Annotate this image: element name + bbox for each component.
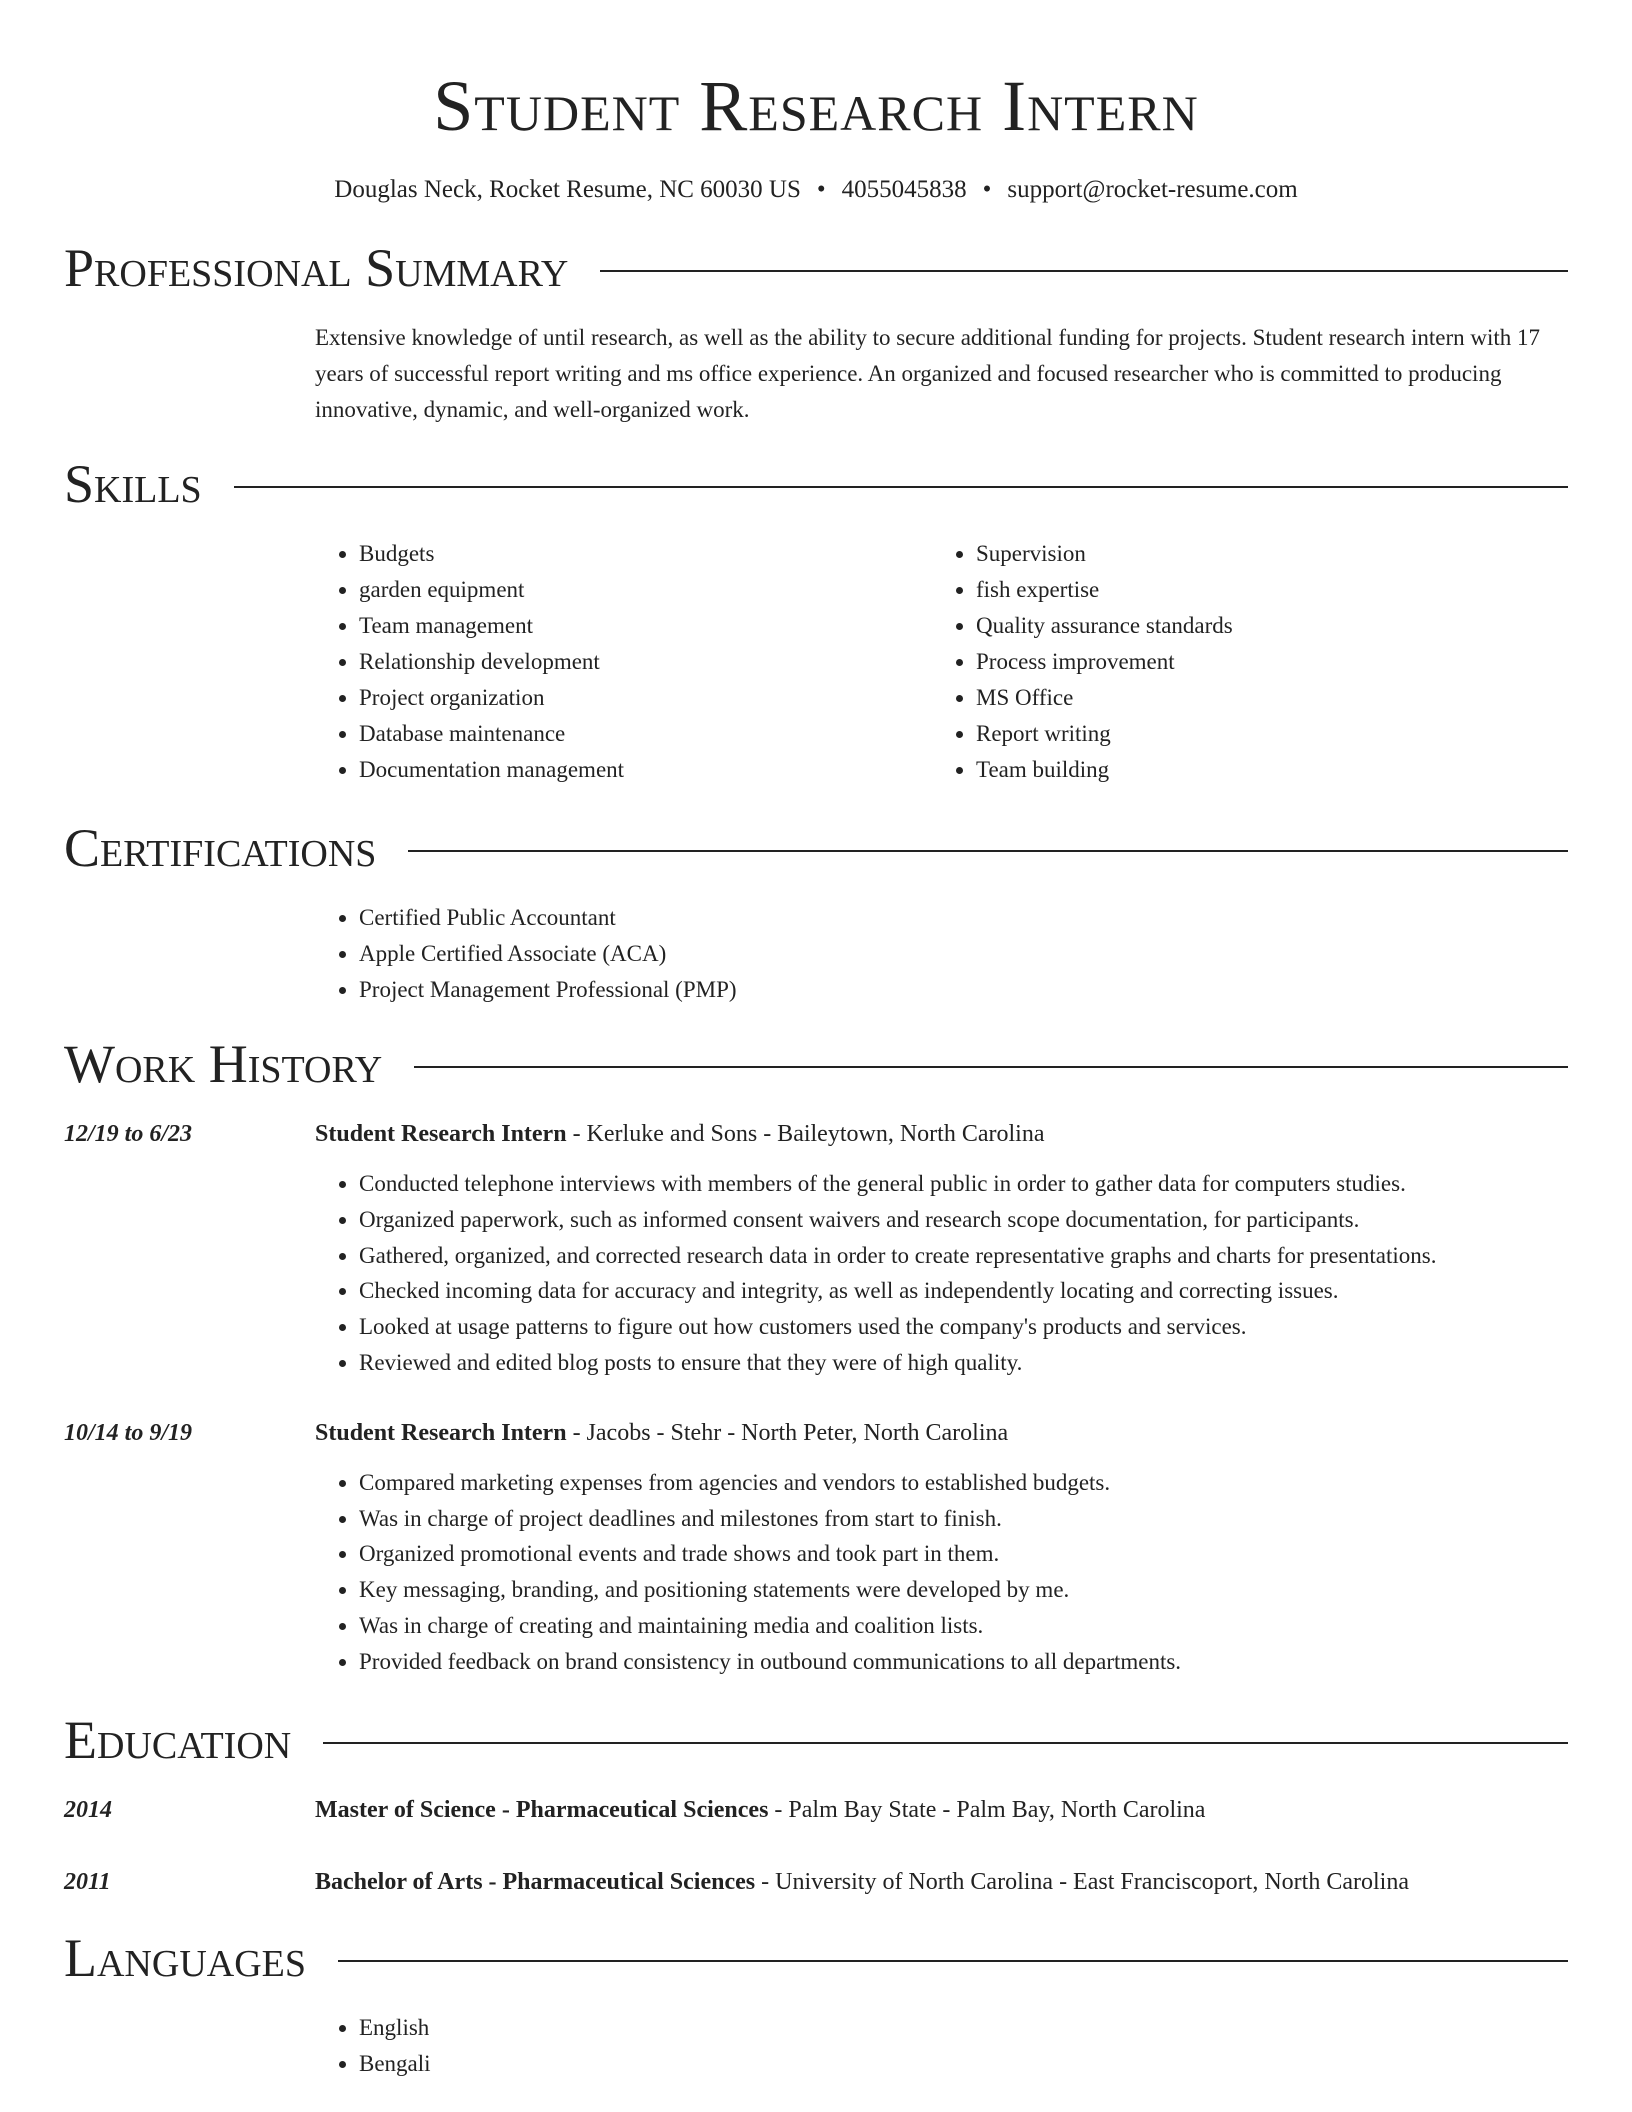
section-divider: [408, 850, 1568, 852]
skill-item: • Budgets: [359, 536, 932, 572]
work-bullet: • Key messaging, branding, and positioning statements were developed by me.: [359, 1572, 1568, 1608]
certification-item: • Apple Certified Associate (ACA): [359, 936, 1568, 972]
work-dates: 10/14 to 9/19: [64, 1419, 193, 1446]
education-details: - Palm Bay State - Palm Bay, North Carolina: [768, 1796, 1206, 1823]
skill-item: • garden equipment: [359, 572, 932, 608]
education-year: 2014: [64, 1796, 112, 1823]
degree-name: Master of Science - Pharmaceutical Sciences: [315, 1796, 769, 1823]
work-dates: 12/19 to 6/23: [64, 1121, 193, 1147]
education-section-header: [64, 1708, 1568, 1772]
skill-item: • Team management: [359, 608, 932, 644]
certification-item: • Certified Public Accountant: [359, 900, 1568, 936]
work-heading: Work History: [64, 1034, 383, 1094]
contact-separator: •: [982, 176, 992, 203]
skill-item: • Report writing: [976, 716, 1549, 752]
contact-separator: •: [816, 176, 826, 203]
section-divider: [338, 1960, 1568, 1962]
work-bullet: • Organized paperwork, such as informed consent waivers and research scope documentation, for participants.: [359, 1202, 1568, 1238]
education-header: [315, 1864, 1409, 1900]
job-details: - Jacobs - Stehr - North Peter, North Carolina: [566, 1419, 1009, 1446]
language-item: • Bengali: [359, 2046, 1568, 2082]
skill-item: • Database maintenance: [359, 716, 932, 752]
work-bullet: • Was in charge of creating and maintaining media and coalition lists.: [359, 1608, 1568, 1644]
work-header: [315, 1415, 1008, 1451]
skill-item: • Relationship development: [359, 644, 932, 680]
summary-section-header: [64, 236, 1568, 300]
education-entry: [64, 1792, 1568, 1828]
work-bullet: • Looked at usage patterns to figure out how customers used the company's products and services.: [359, 1309, 1568, 1345]
work-entry: [64, 1116, 1568, 1152]
job-title: Student Research Intern: [315, 1419, 567, 1446]
skills-column-left: [315, 536, 932, 788]
skills-heading: Skills: [64, 454, 202, 514]
languages-list: [315, 2010, 1568, 2082]
job-title: Student Research Intern: [315, 1121, 567, 1147]
work-bullet: • Gathered, organized, and corrected research data in order to create representative graphs and charts for presentations.: [359, 1238, 1568, 1274]
skill-item: • Process improvement: [976, 644, 1549, 680]
skills-list: [315, 536, 1568, 788]
skills-section-header: [64, 452, 1568, 516]
certification-item: • Project Management Professional (PMP): [359, 972, 1568, 1008]
certifications-heading: Certifications: [64, 818, 377, 878]
skill-item: • Quality assurance standards: [976, 608, 1549, 644]
skills-column-right: [932, 536, 1549, 788]
skill-item: • MS Office: [976, 680, 1549, 716]
section-divider: [600, 270, 1568, 272]
work-bullet: • Provided feedback on brand consistency in outbound communications to all departments.: [359, 1644, 1568, 1680]
summary-text: Extensive knowledge of until research, as well as the ability to secure additional funding for projects. Student research intern with 17 years of successful report writing and ms office experience. An organized and focused researcher who is committed to producing innovative, dynamic, and well-organized work.: [315, 325, 1541, 422]
section-divider: [323, 1742, 1568, 1744]
contact-address: Douglas Neck, Rocket Resume, NC 60030 US: [334, 176, 801, 203]
work-header: [315, 1116, 1044, 1152]
section-divider: [234, 486, 1568, 488]
skill-item: • Project organization: [359, 680, 932, 716]
section-divider: [414, 1066, 1568, 1068]
work-bullets: [315, 1166, 1568, 1381]
education-entry: [64, 1864, 1568, 1900]
contact-line: [64, 174, 1568, 206]
skill-item: • Supervision: [976, 536, 1549, 572]
education-year: 2011: [64, 1868, 111, 1895]
contact-email: support@rocket-resume.com: [1007, 176, 1298, 203]
languages-section-header: [64, 1926, 1568, 1990]
work-bullet: • Checked incoming data for accuracy and integrity, as well as independently locating and correcting issues.: [359, 1273, 1568, 1309]
work-entry: [64, 1415, 1568, 1451]
language-item: • English: [359, 2010, 1568, 2046]
work-bullet: • Was in charge of project deadlines and milestones from start to finish.: [359, 1501, 1568, 1537]
education-heading: Education: [64, 1709, 292, 1770]
certifications-section-header: [64, 816, 1568, 880]
skill-item: • Documentation management: [359, 752, 932, 788]
job-details: - Kerluke and Sons - Baileytown, North Carolina: [566, 1121, 1045, 1147]
skill-item: • Team building: [976, 752, 1549, 788]
resume-title: Student Research Intern: [433, 66, 1199, 146]
certifications-list: [315, 900, 1568, 1008]
work-bullet: • Conducted telephone interviews with members of the general public in order to gather data for computers studies.: [359, 1166, 1568, 1202]
work-section-header: [64, 1032, 1568, 1096]
education-header: [315, 1792, 1205, 1828]
degree-name: Bachelor of Arts - Pharmaceutical Sciences: [315, 1868, 756, 1895]
work-bullet: • Compared marketing expenses from agencies and vendors to established budgets.: [359, 1465, 1568, 1501]
skill-item: • fish expertise: [976, 572, 1549, 608]
languages-heading: Languages: [64, 1927, 306, 1988]
contact-phone: 4055045838: [841, 176, 967, 203]
work-bullets: [315, 1465, 1568, 1680]
education-details: - University of North Carolina - East Franciscoport, North Carolina: [755, 1868, 1409, 1895]
work-bullet: • Reviewed and edited blog posts to ensure that they were of high quality.: [359, 1345, 1568, 1381]
work-bullet: • Organized promotional events and trade shows and took part in them.: [359, 1536, 1568, 1572]
summary-heading: Professional Summary: [64, 238, 569, 298]
